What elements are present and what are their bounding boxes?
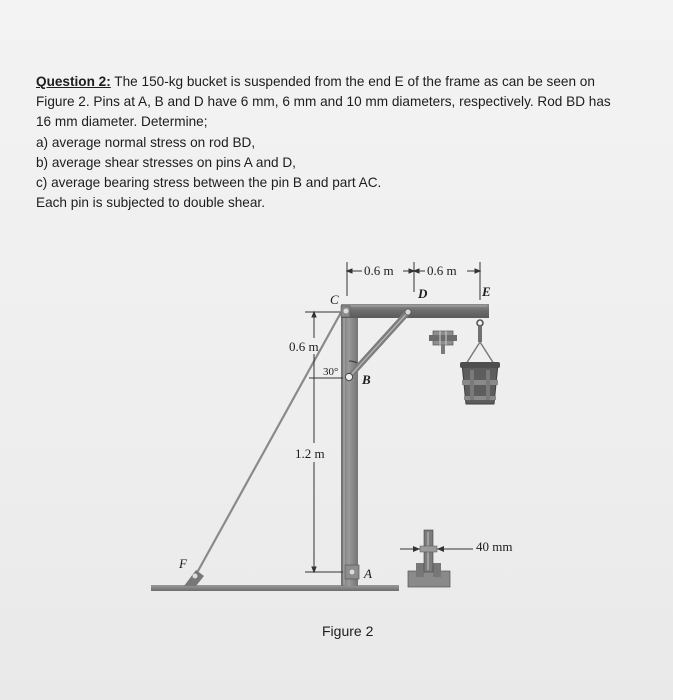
pin-a-detail bbox=[400, 530, 473, 587]
label-a: A bbox=[364, 566, 372, 581]
cable-fc bbox=[193, 307, 344, 580]
anchor-f bbox=[184, 570, 204, 586]
label-b: B bbox=[362, 372, 371, 387]
label-e: E bbox=[482, 284, 491, 299]
dim-cd-label: 0.6 m bbox=[364, 263, 394, 278]
dim-ba-label: 1.2 m bbox=[295, 446, 325, 461]
dim-cb-label: 0.6 m bbox=[289, 339, 319, 354]
pin-d-detail bbox=[429, 331, 457, 354]
pin-b bbox=[345, 373, 352, 380]
question-intro: The 150-kg bucket is suspended from the end E of the frame as can be seen on bbox=[110, 74, 595, 89]
bucket-assembly bbox=[460, 320, 500, 404]
pin-width-label: 40 mm bbox=[476, 539, 513, 554]
angle-label: 30° bbox=[323, 366, 339, 378]
label-d: D bbox=[418, 286, 428, 301]
question-part-b: b) average shear stresses on pins A and D, bbox=[36, 154, 296, 170]
question-label: Question 2: bbox=[36, 74, 111, 89]
question-line-3: 16 mm diameter. Determine; bbox=[36, 114, 208, 130]
pin-c bbox=[341, 306, 350, 317]
pin-d bbox=[405, 309, 411, 315]
label-c: C bbox=[330, 292, 339, 307]
question-part-a: a) average normal stress on rod BD, bbox=[36, 134, 256, 150]
question-note: Each pin is subjected to double shear. bbox=[36, 195, 265, 211]
question-line-2: Figure 2. Pins at A, B and D have 6 mm, 6 mm and 10 mm diameters, respectively. Rod BD has bbox=[36, 94, 611, 110]
question-part-c: c) average bearing stress between the pin B and part AC. bbox=[36, 175, 382, 191]
label-f: F bbox=[179, 556, 187, 571]
support-a bbox=[345, 565, 359, 579]
figure-caption: Figure 2 bbox=[322, 623, 374, 639]
dim-de-label: 0.6 m bbox=[427, 263, 457, 278]
